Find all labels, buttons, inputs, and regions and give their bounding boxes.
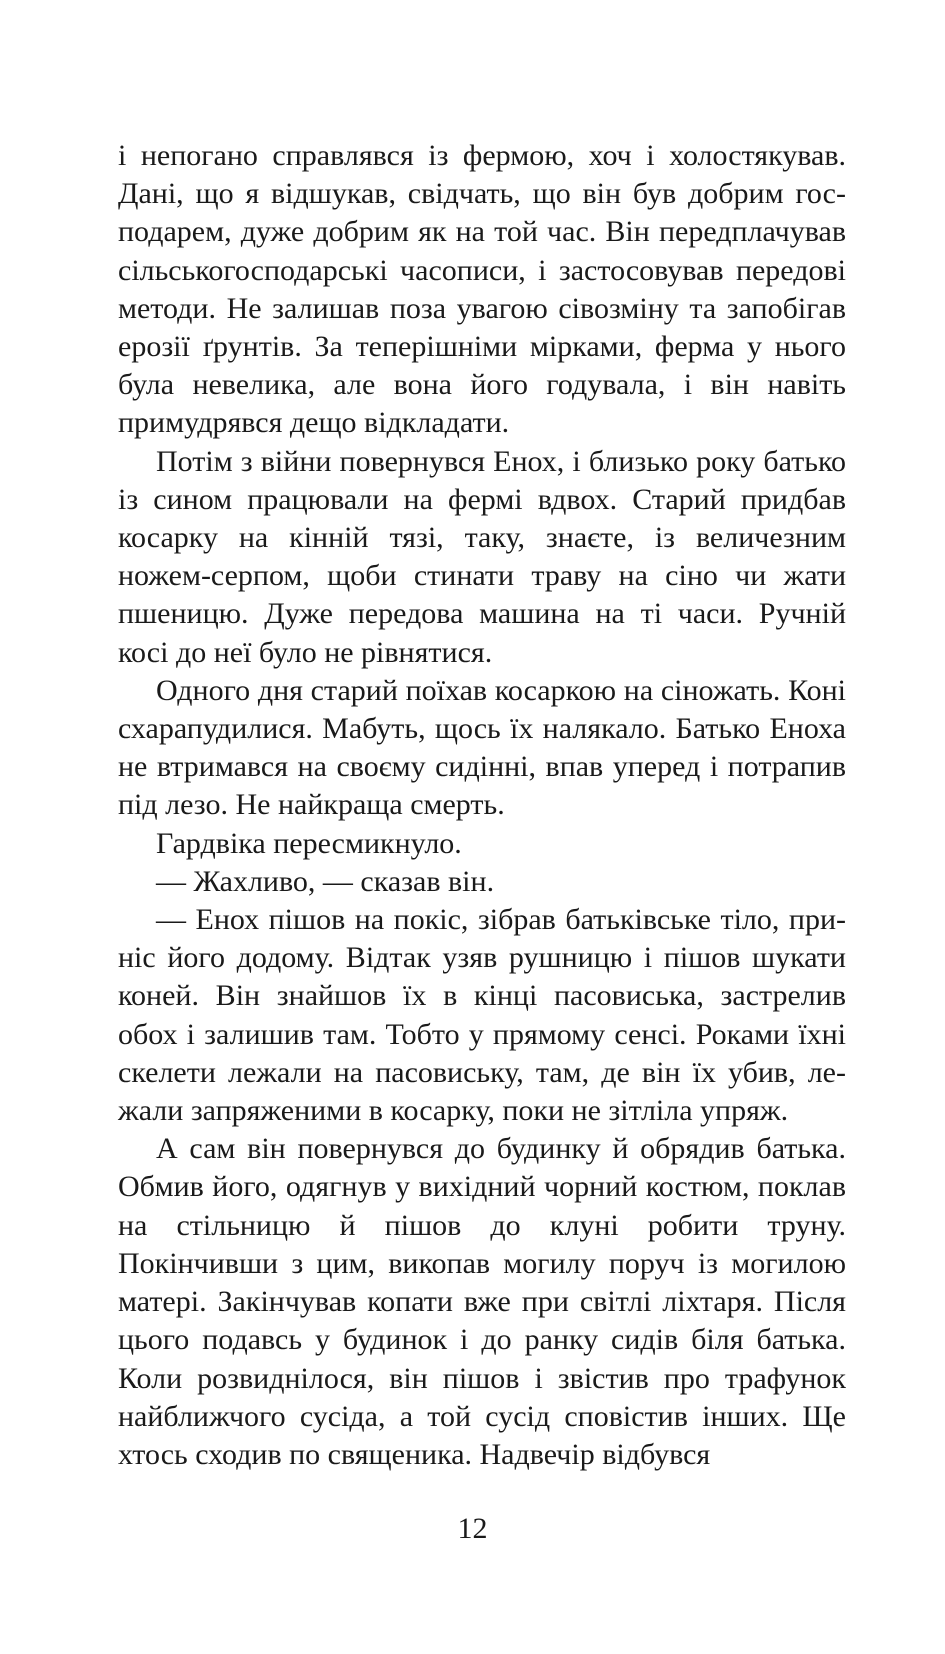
page-number: 12 — [457, 1512, 488, 1545]
paragraph-2: Потім з війни повернувся Енох, і близько року батько із сином працювали на фермі вдвох. Старий придбав косарку на кінній тязі, таку, знаєте, із величезним ножем-серпом, щоби стинати траву на сіно чи жати пшеницю. Дуже передова машина на ті часи. Ручній косі до неї було не рівнятися. — [118, 444, 846, 669]
paragraph-5: — Жахливо, — сказав він. — [156, 864, 495, 898]
paragraph-3: Одного дня старий поїхав косаркою на сіножать. Коні схарапудилися. Мабуть, щось їх налякало. Батько Еноха не втримався на своєму сидінні, впав уперед і потрапив під лезо. Не найкраща смерть. — [118, 673, 846, 822]
paragraph-1: і непогано справлявся із фермою, хоч і холостякував. Дані, що я відшукав, свідчать, що він був добрим господарем, дуже добрим як на той час. Він передплачував сільськогосподарські часописи, і застосовував передові методи. Не залишав поза увагою сівозміну та запобігав ерозії ґрунтів. За теперішніми мірками, ферма у нього була невелика, але вона його годувала, і він навіть примудрявся дещо відкладати. — [118, 139, 846, 440]
paragraph-7: А сам він повернувся до будинку й обрядив батька. Обмив його, одягнув у вихідний чорний костюм, поклав на стільницю й пішов до клуні робити труну. Покінчивши з цим, викопав могилу поруч із могилою матері. Закінчував копати вже при світлі ліхтаря. Після цього подавсь у будинок і до ранку сидів біля батька. Коли розвиднілося, він пішов і звістив про трафунок найближчого сусіда, а той сусід сповістив інших. Ще хтось сходив по священика. Надвечір відбувся — [118, 1132, 846, 1471]
paragraph-4: Гардвіка пересмикнуло. — [156, 826, 462, 860]
page-body — [118, 137, 846, 1537]
paragraph-6: — Енох пішов на покіс, зібрав батьківське тіло, приніс його додому. Відтак узяв рушницю і пішов шукати коней. Він знайшов їх в кінці пасовиська, застрелив обох і залишив там. Тобто у прямому сенсі. Роками їхні скелети лежали на пасовиську, там, де він їх убив, лежали запряженими в косарку, поки не зітліла упряж. — [118, 903, 846, 1128]
